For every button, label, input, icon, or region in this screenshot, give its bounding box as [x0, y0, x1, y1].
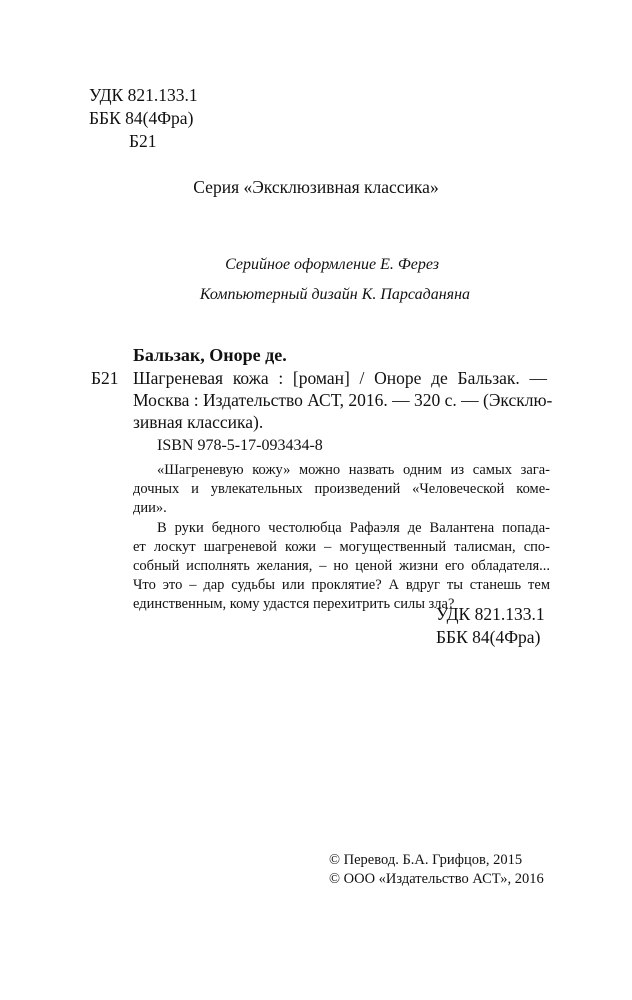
author-mark-card: Б21 [91, 368, 119, 388]
description-line: Москва : Издательство АСТ, 2016. — 320 с. — (Эксклю- [133, 390, 553, 410]
series-title: Серия «Эксклюзивная классика» [193, 177, 439, 197]
annotation-line: единственным, кому удастся перехитрить силы зла? [133, 596, 455, 613]
bbk-code-top: ББК 84(4Фра) [89, 108, 194, 128]
udk-code-bottom: УДК 821.133.1 [436, 604, 545, 624]
annotation-line: дочных и увлекательных произведений «Человеческой коме- [133, 481, 550, 498]
annotation [133, 461, 550, 615]
bibliographic-description [133, 367, 553, 433]
computer-design-credit: Компьютерный дизайн К. Парсаданяна [199, 286, 470, 303]
description-line: зивная классика). [133, 412, 264, 432]
isbn: ISBN 978-5-17-093434-8 [157, 437, 323, 454]
author-mark-top: Б21 [129, 131, 157, 151]
annotation-line: Что это – дар судьбы или проклятие? А вдруг ты станешь тем [133, 577, 550, 594]
udk-code-top: УДК 821.133.1 [89, 85, 198, 105]
publisher-copyright: © ООО «Издательство АСТ», 2016 [329, 871, 544, 887]
author-heading: Бальзак, Оноре де. [133, 345, 287, 365]
translation-copyright: © Перевод. Б.А. Грифцов, 2015 [329, 852, 523, 868]
description-line: Шагреневая кожа : [роман] / Оноре де Бальзак. — [133, 368, 547, 388]
series-design-credit: Серийное оформление Е. Ферез [225, 256, 439, 273]
annotation-line: дии». [133, 500, 167, 517]
annotation-line: собный исполнять желания, – но ценой жизни его обладателя... [133, 558, 550, 575]
annotation-line: ет лоскут шагреневой кожи – могущественный талисман, спо- [133, 538, 550, 555]
annotation-line: В руки бедного честолюбца Рафаэля де Валантена попада- [157, 519, 550, 536]
bbk-code-bottom: ББК 84(4Фра) [436, 627, 541, 647]
annotation-line: «Шагреневую кожу» можно назвать одним из самых зага- [157, 462, 550, 478]
